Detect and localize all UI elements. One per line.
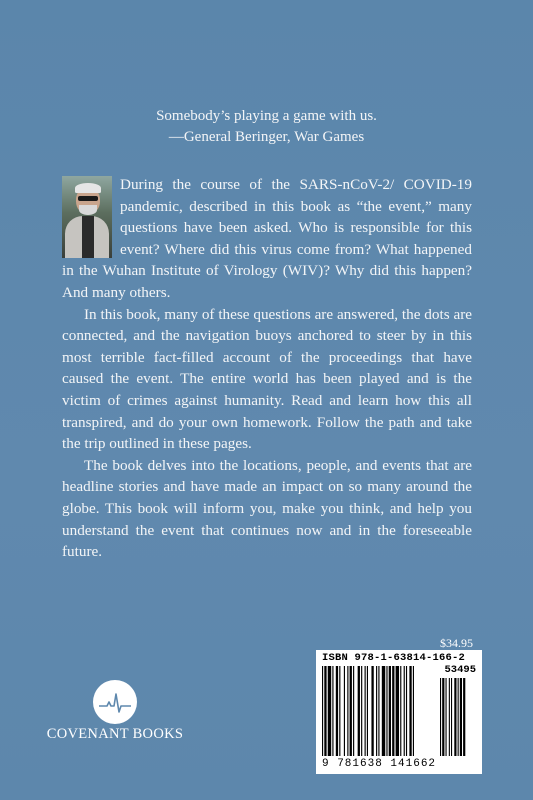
- heartbeat-circle-logo-icon: [93, 680, 137, 724]
- barcode-addon-code: 53495: [444, 664, 476, 676]
- description-paragraph-3: The book delves into the locations, people, and events that are headline stories and have made an impact on so many around the globe. This book will inform you, make you think, and help you understand the event that continues now and in the foreseeable future.: [62, 456, 472, 561]
- ean-digits: 9 781638 141662: [322, 758, 437, 770]
- author-portrait-glasses: [78, 196, 98, 201]
- author-portrait-hair: [75, 183, 101, 193]
- description-paragraph-1: During the course of the SARS-nCoV-2/ COVID-19 pandemic, described in this book as “the event,” many questions have been asked. Who is responsible for this event? Where did this virus come from? What happened in the Wuhan Institute of Virology (WIV)? Why did this happen? And many others.: [62, 176, 472, 301]
- epigraph-attribution: —General Beringer, War Games: [168, 129, 365, 145]
- epigraph-quote: Somebody’s playing a game with us.: [156, 108, 377, 124]
- barcode-bars: [322, 664, 476, 758]
- description-paragraph-2: In this book, many of these questions are answered, the dots are connected, and the navigation buoys anchored to steer by in this most terrible fact-filled account of the proceedings that have caused the event. The entire world has been played and is the victim of crimes against humanity. Read and learn how this all transpired, and do your own homework. Follow the path and take the trip outlined in these pages.: [62, 305, 472, 453]
- isbn-barcode: [316, 650, 482, 774]
- price-label: $34.95: [440, 636, 473, 650]
- epigraph: [0, 106, 533, 148]
- publisher-name: COVENANT BOOKS: [46, 726, 184, 742]
- isbn-text: ISBN 978-1-63814-166-2: [322, 652, 466, 664]
- author-portrait-beard: [79, 205, 97, 215]
- book-description: [62, 174, 472, 563]
- author-photo: [62, 176, 112, 258]
- author-portrait-shirt: [82, 216, 94, 258]
